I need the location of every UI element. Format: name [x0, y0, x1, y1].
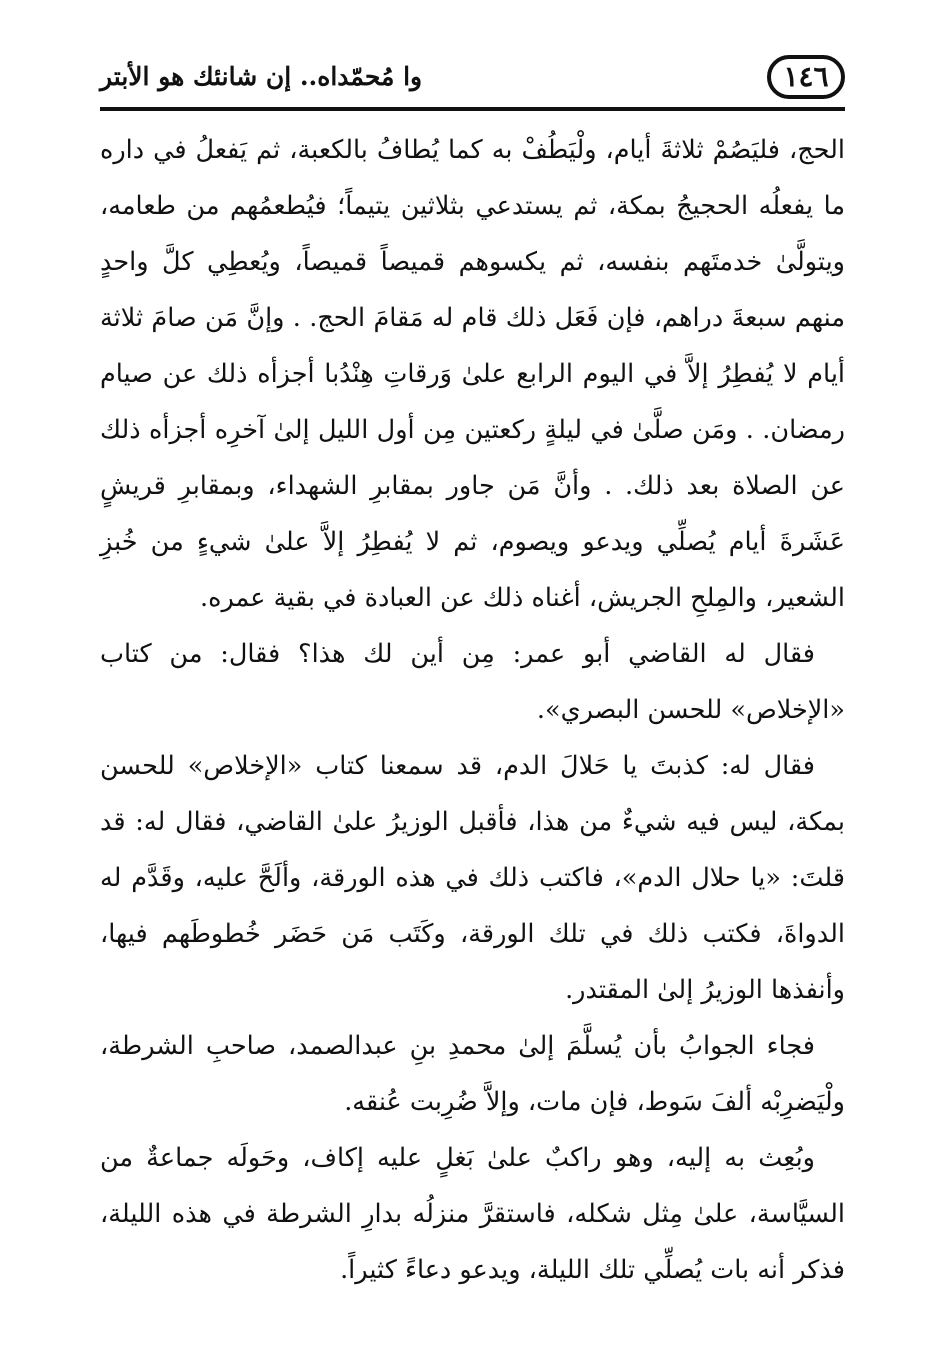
paragraph: الحج، فليَصُمْ ثلاثةَ أيام، ولْيَطُفْ به كما يُطافُ بالكعبة، ثم يَفعلُ في داره ما يفعلُه الحجيجُ بمكة، ثم يستدعي بثلاثين يتيماً؛ فيُطعمُهم من طعامه، ويتولَّىٰ خدمتَهم بنفسه، ثم يكسوهم قميصاً قميصاً، ويُعطِي كلَّ واحدٍ منهم سبعةَ دراهم، فإن فَعَل ذلك قام له مَقامَ الحج. . وإنَّ مَن صامَ ثلاثة أيام لا يُفطِرُ إلاَّ في اليوم الرابع علىٰ وَرقاتِ هِنْدُبا أجزأه ذلك عن صيام رمضان. . ومَن صلَّىٰ في ليلةٍ ركعتين مِن أول الليل إلىٰ آخرِه أجزأه ذلك عن الصلاة بعد ذلك. . وأنَّ مَن جاور بمقابرِ الشهداء، وبمقابرِ قريشٍ عَشَرةَ أيام يُصلِّي ويدعو ويصوم، ثم لا يُفطِرُ إلاَّ علىٰ شيءٍ من خُبزِ الشعير، والمِلحِ الجريش، أغناه ذلك عن العبادة في بقية عمره. — [100, 135, 845, 613]
paragraph: فقال له: كذبتَ يا حَلالَ الدم، قد سمعنا كتاب «الإخلاص» للحسن بمكة، ليس فيه شيءٌ من هذا، فأقبل الوزيرُ علىٰ القاضي، فقال له: قد قلتَ: «يا حلال الدم»، فاكتب ذلك في هذه الورقة، وألَحَّ عليه، وقَدَّم له الدواةَ، فكتب ذلك في تلك الورقة، وكَتَب مَن حَضَر خُطوطَهم فيها، وأنفذها الوزيرُ إلىٰ المقتدر. — [100, 751, 845, 1005]
body-text — [100, 122, 845, 1298]
page-header — [100, 52, 845, 110]
paragraph: فجاء الجوابُ بأن يُسلَّمَ إلىٰ محمدِ بنِ عبدالصمد، صاحبِ الشرطة، ولْيَضرِبْه ألفَ سَوط، فإن مات، وإلاَّ ضُرِبت عُنقه. — [100, 1031, 845, 1117]
paragraph: وبُعِث به إليه، وهو راكبٌ علىٰ بَغلٍ عليه إكاف، وحَولَه جماعةٌ من السيَّاسة، علىٰ مِثل شكله، فاستقرَّ منزلُه بدارِ الشرطة في هذه الليلة، فذكر أنه بات يُصلِّي تلك الليلة، ويدعو دعاءً كثيراً. — [100, 1143, 845, 1285]
page-number: ١٤٦ — [767, 55, 845, 99]
paragraph: فقال له القاضي أبو عمر: مِن أين لك هذا؟ فقال: من كتاب «الإخلاص» للحسن البصري». — [100, 639, 845, 725]
running-title: وا مُحمّداه.. إن شانئك هو الأبتر — [100, 62, 423, 91]
header-rule — [100, 107, 845, 111]
